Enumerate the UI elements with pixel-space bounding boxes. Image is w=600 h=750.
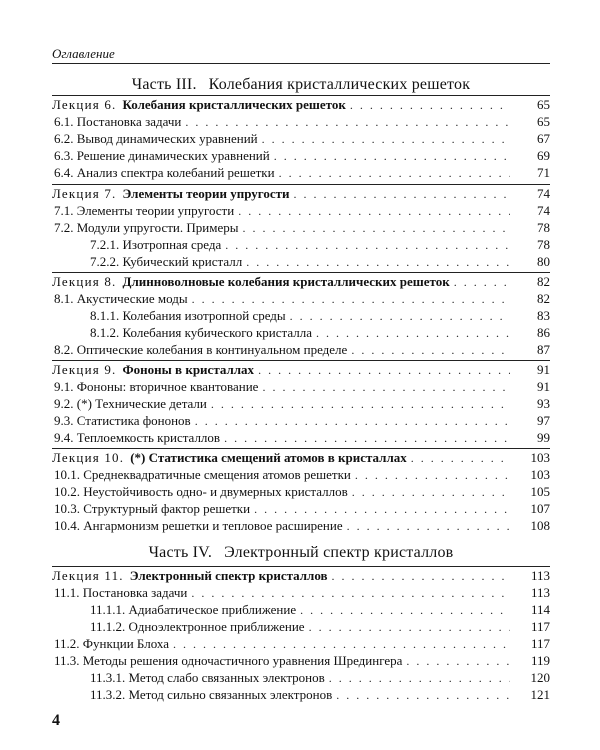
leader-dots [294,186,510,203]
page-ref: 91 [537,362,550,377]
running-header: Оглавление [52,46,550,64]
toc-lecture-8[interactable] [52,272,550,290]
section-title: 9.4. Теплоемкость кристаллов [54,430,221,445]
leader-dots [211,396,510,413]
leader-dots [238,203,510,220]
lecture-label: Лекция 11. [52,568,124,583]
page-ref: 113 [530,568,550,583]
toc-subsection-11-3-2[interactable] [52,686,550,703]
page-ref: 114 [530,602,550,617]
page-ref: 107 [530,501,550,516]
page-ref: 80 [537,254,550,269]
lecture-title: (*) Статистика смещений атомов в кристаллах [130,450,407,465]
section-title: 8.1. Акустические моды [54,291,188,306]
leader-dots [254,501,510,518]
subsection-title: 8.1.1. Колебания изотропной среды [90,308,286,323]
page-ref: 87 [537,342,550,357]
page-ref: 103 [530,467,550,482]
section-title: 9.2. (*) Технические детали [54,396,207,411]
leader-dots [332,568,510,585]
page-ref: 120 [530,670,550,685]
leader-dots [274,148,510,165]
lecture-label: Лекция 9. [52,362,117,377]
leader-dots [336,687,510,704]
section-title: 11.1. Постановка задачи [54,585,188,600]
leader-dots [225,237,510,254]
toc-lecture-10[interactable] [52,448,550,466]
leader-dots [246,254,510,271]
toc-subsection-11-1-1[interactable] [52,601,550,618]
page-ref: 71 [537,165,550,180]
page-ref: 97 [537,413,550,428]
leader-dots [406,653,510,670]
subsection-title: 8.1.2. Колебания кубического кристалла [90,325,312,340]
leader-dots [242,220,510,237]
toc-section-9-2[interactable] [52,395,550,412]
lecture-title: Длинноволновые колебания кристаллических решеток [122,274,450,289]
page-ref: 119 [530,653,550,668]
section-title: 9.3. Статистика фононов [54,413,191,428]
subsection-title: 7.2.1. Изотропная среда [90,237,222,252]
toc-section-9-4[interactable] [52,429,550,446]
section-title: 10.1. Среднеквадратичные смещения атомов решетки [54,467,351,482]
leader-dots [300,602,510,619]
page-ref: 91 [537,379,550,394]
page-ref: 69 [537,148,550,163]
section-title: 11.3. Методы решения одночастичного уравнения Шредингера [54,653,403,668]
section-title: 6.3. Решение динамических уравнений [54,148,270,163]
leader-dots [411,450,510,467]
page-ref: 113 [530,585,550,600]
leader-dots [195,413,510,430]
page-ref: 86 [537,325,550,340]
toc-section-10-1[interactable] [52,466,550,483]
page-ref: 117 [530,619,550,634]
page-ref: 74 [537,186,550,201]
part-3-number: Часть III. [131,76,197,93]
section-title: 6.2. Вывод динамических уравнений [54,131,258,146]
subsection-title: 11.1.2. Одноэлектронное приближение [90,619,305,634]
toc-section-10-4[interactable] [52,517,550,534]
toc-section-8-1[interactable] [52,290,550,307]
toc-subsection-11-3-1[interactable] [52,669,550,686]
toc-section-11-3[interactable] [52,652,550,669]
page-ref: 108 [530,518,550,533]
toc-section-6-2[interactable] [52,130,550,147]
leader-dots [258,362,510,379]
toc-section-9-3[interactable] [52,412,550,429]
toc-subsection-8-1-1[interactable] [52,307,550,324]
section-title: 8.2. Оптические колебания в континуальном пределе [54,342,348,357]
lecture-title: Элементы теории упругости [122,186,290,201]
leader-dots [309,619,510,636]
section-title: 6.4. Анализ спектра колебаний решетки [54,165,275,180]
leader-dots [192,291,510,308]
page-ref: 65 [537,97,550,112]
toc-subsection-7-2-2[interactable] [52,253,550,270]
toc-lecture-6[interactable] [52,95,550,113]
toc-section-8-2[interactable] [52,341,550,358]
page-ref: 93 [537,396,550,411]
lecture-title: Электронный спектр кристаллов [129,568,328,583]
page-ref: 82 [537,274,550,289]
subsection-title: 11.3.1. Метод слабо связанных электронов [90,670,325,685]
subsection-title: 7.2.2. Кубический кристалл [90,254,243,269]
toc-section-6-4[interactable] [52,164,550,181]
toc-section-10-2[interactable] [52,483,550,500]
toc-section-9-1[interactable] [52,378,550,395]
page-ref: 78 [537,220,550,235]
part-3-title [52,75,550,95]
subsection-title: 11.1.1. Адиабатическое приближение [90,602,297,617]
page-ref: 103 [530,450,550,465]
leader-dots [316,325,510,342]
leader-dots [347,518,510,535]
leader-dots [290,308,510,325]
lecture-title: Фононы в кристаллах [122,362,255,377]
toc-subsection-7-2-1[interactable] [52,236,550,253]
page-ref: 65 [537,114,550,129]
toc-section-10-3[interactable] [52,500,550,517]
leader-dots [173,636,510,653]
part-4-name: Электронный спектр кристаллов [224,544,454,561]
leader-dots [351,342,510,359]
page-ref: 117 [530,636,550,651]
toc-subsection-8-1-2[interactable] [52,324,550,341]
section-title: 11.2. Функции Блоха [54,636,169,651]
leader-dots [224,430,510,447]
leader-dots [262,131,510,148]
section-title: 10.2. Неустойчивость одно- и двумерных кристаллов [54,484,348,499]
leader-dots [355,467,510,484]
lecture-label: Лекция 6. [52,97,117,112]
lecture-title: Колебания кристаллических решеток [122,97,346,112]
section-title: 10.3. Структурный фактор решетки [54,501,251,516]
section-title: 6.1. Постановка задачи [54,114,182,129]
toc-subsection-11-1-2[interactable] [52,618,550,635]
section-title: 7.2. Модули упругости. Примеры [54,220,239,235]
leader-dots [454,274,510,291]
page-ref: 78 [537,237,550,252]
toc-lecture-9[interactable] [52,360,550,378]
toc-section-7-1[interactable] [52,202,550,219]
leader-dots [262,379,510,396]
toc-section-6-3[interactable] [52,147,550,164]
page-number: 4 [52,712,60,729]
page-ref: 67 [537,131,550,146]
toc-lecture-11[interactable] [52,566,550,584]
toc-section-11-1[interactable] [52,584,550,601]
lecture-label: Лекция 8. [52,274,117,289]
toc-section-6-1[interactable] [52,113,550,130]
lecture-label: Лекция 10. [52,450,125,465]
part-4-number: Часть IV. [148,544,213,561]
page-ref: 74 [537,203,550,218]
page-ref: 121 [530,687,550,702]
toc-section-11-2[interactable] [52,635,550,652]
part-3-name: Колебания кристаллических решеток [208,76,471,93]
leader-dots [185,114,510,131]
page-ref: 82 [537,291,550,306]
page-ref: 105 [530,484,550,499]
leader-dots [352,484,510,501]
lecture-label: Лекция 7. [52,186,117,201]
toc-lecture-7[interactable] [52,184,550,202]
subsection-title: 11.3.2. Метод сильно связанных электронов [90,687,333,702]
section-title: 7.1. Элементы теории упругости [54,203,235,218]
leader-dots [329,670,510,687]
leader-dots [279,165,510,182]
page-ref: 83 [537,308,550,323]
leader-dots [191,585,510,602]
leader-dots [350,97,510,114]
toc-section-7-2[interactable] [52,219,550,236]
section-title: 10.4. Ангармонизм решетки и тепловое расширение [54,518,343,533]
part-4-title [52,543,550,563]
page-ref: 99 [537,430,550,445]
section-title: 9.1. Фононы: вторичное квантование [54,379,259,394]
